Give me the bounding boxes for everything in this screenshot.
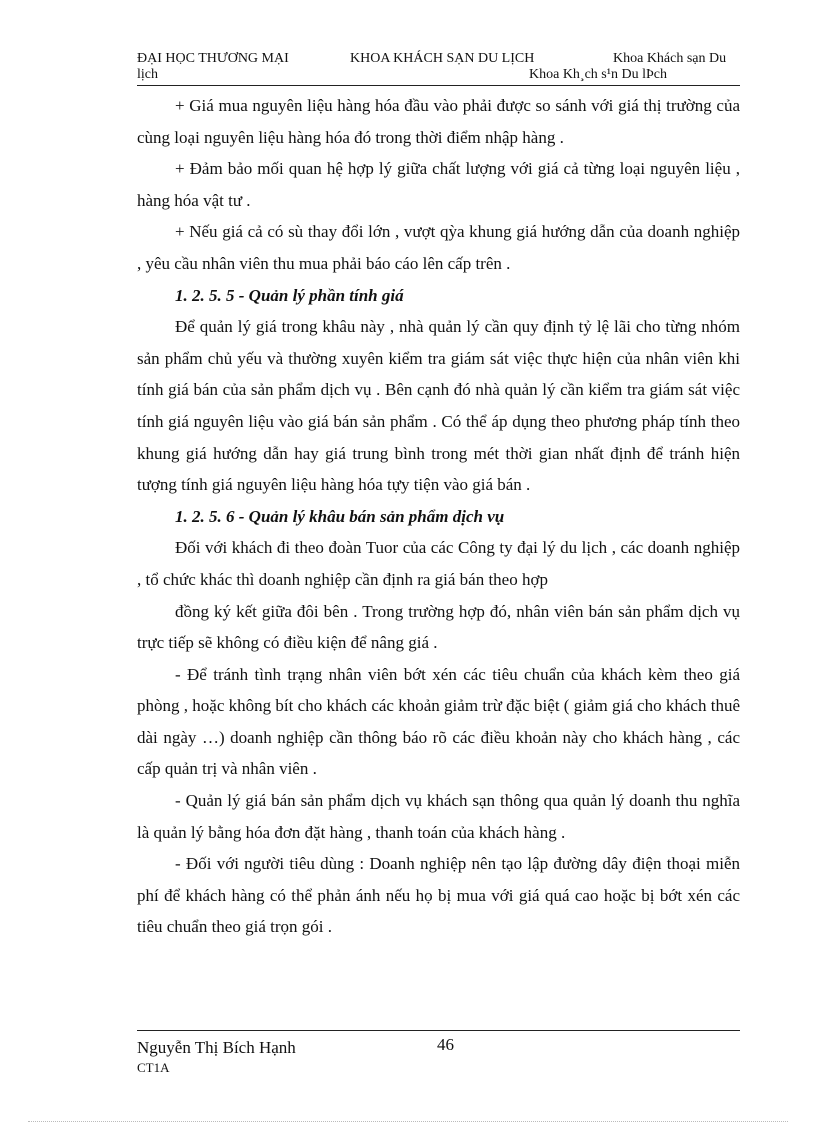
header-faculty: KHOA KHÁCH SẠN DU LỊCH [350,51,535,66]
page-edge-divider [28,1121,788,1122]
page-header [137,47,740,86]
paragraph: + Giá mua nguyên liệu hàng hóa đầu vào phải được so sánh với giá thị trường của cùng loại nguyên liệu hàng hóa đó trong thời điểm nhập hàng . [137,96,740,147]
header-university: ĐẠI HỌC THƯƠNG MẠI [137,51,289,66]
paragraph: - Đối với người tiêu dùng : Doanh nghiệp nên tạo lập đường dây điện thoại miễn phí để khách hàng có thể phản ánh nếu họ bị mua với giá quá cao hoặc bị bớt xén các tiêu chuẩn theo giá trọn gói . [137,854,740,937]
header-faculty-garbled: Khoa Kh¸ch s¹n Du lÞch [529,67,667,82]
document-body [137,90,740,943]
header-faculty-alt: Khoa Khách sạn Du [613,51,727,66]
paragraph: Đối với khách đi theo đoàn Tuor của các Công ty đại lý du lịch , các doanh nghiệp , tổ chức khác thì doanh nghiệp cần định ra giá bán theo hợp [137,538,740,589]
page-number: 46 [437,1035,454,1054]
footer-class: CT1A [137,1060,170,1075]
footer-divider [137,1030,740,1031]
header-faculty-alt-cont: lịch [137,67,158,82]
paragraph: + Đảm bảo mối quan hệ hợp lý giữa chất lượng với giá cả từng loại nguyên liệu , hàng hóa vật tư . [137,159,740,210]
paragraph: đồng ký kết giữa đôi bên . Trong trường hợp đó, nhân viên bán sản phẩm dịch vụ trực tiếp sẽ không có điều kiện để nâng giá . [137,601,740,653]
footer-author: Nguyễn Thị Bích Hạnh [137,1038,296,1057]
section-heading: 1. 2. 5. 6 - Quản lý khâu bán sản phẩm dịch vụ [175,506,505,526]
paragraph: + Nếu giá cả có sù thay đổi lớn , vượt qỳa khung giá hướng dẫn của doanh nghiệp , yêu cầu nhân viên thu mua phải báo cáo lên cấp trên . [137,222,740,273]
paragraph: - Quản lý giá bán sản phẩm dịch vụ khách sạn thông qua quản lý doanh thu nghĩa là quản lý bằng hóa đơn đặt hàng , thanh toán của khách hàng . [137,791,740,842]
section-heading: 1. 2. 5. 5 - Quản lý phần tính giá [175,285,404,305]
paragraph: - Để tránh tình trạng nhân viên bớt xén các tiêu chuẩn của khách kèm theo giá phòng , hoặc không bít cho khách các khoản giảm trừ đặc biệt ( giảm giá cho khách thuê dài ngày …) doanh nghiệp cần thông báo rõ các điều khoản này cho khách hàng , các cấp quản trị và nhân viên . [137,664,740,779]
paragraph: Để quản lý giá trong khâu này , nhà quản lý cần quy định tỷ lệ lãi cho từng nhóm sản phẩm chủ yếu và thường xuyên kiểm tra giám sát việc thực hiện của nhân viên khi tính giá bán của sản phẩm dịch vụ . Bên cạnh đó nhà quản lý cần kiểm tra giám sát việc tính giá nguyên liệu vào giá bán sản phẩm . Có thể áp dụng theo phương pháp tính theo khung giá hướng dẫn hay giá trung bình trong mét thời gian nhất định để tránh hiện tượng tính giá nguyên liệu hàng hóa tựy tiện vào giá bán . [137,317,740,495]
